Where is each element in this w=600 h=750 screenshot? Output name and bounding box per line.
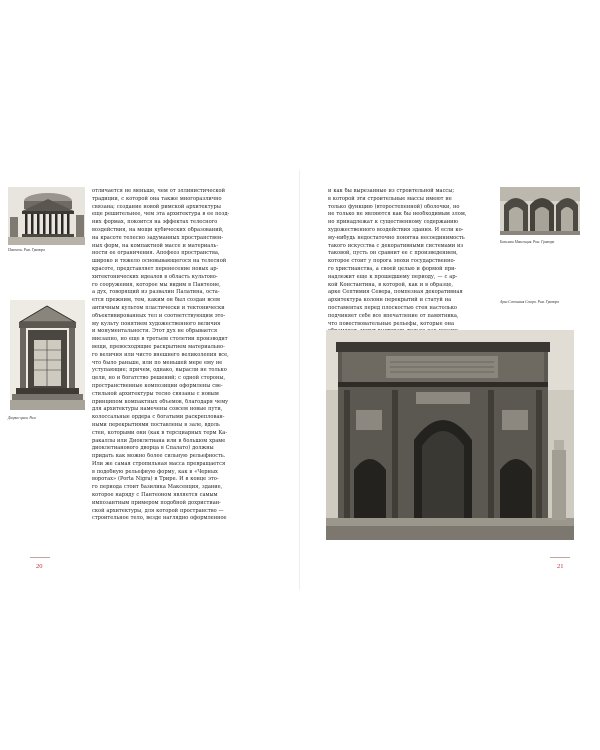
arch-engraving <box>326 330 574 540</box>
text-line: уступающие; причем, однако, вырасли не только <box>92 367 227 374</box>
text-line: надлежит еще к прошедшему периоду, — с ар- <box>328 273 458 280</box>
text-line: воротах» (Porta Nigra) в Трире. И в конце это- <box>92 476 219 483</box>
pantheon-drawing <box>8 187 85 245</box>
text-line: красоте, представляет перенесение новых ар- <box>92 265 219 272</box>
text-line: них формах, покоится на эффектах телесного <box>92 219 218 226</box>
text-line: пространственные композиции оформлены све- <box>92 382 223 389</box>
text-line: арке Септимия Севера, помпезная декоративная <box>328 289 463 296</box>
text-line: отличается не меньше, чем от эллинистической <box>92 188 226 194</box>
text-line: традиции, с которой она также многоразлично <box>92 195 222 202</box>
text-line: архитектура колонн перекрытий и статуй на <box>328 297 452 304</box>
text-line: и монументальности. Этот дух не обрывается <box>92 328 218 335</box>
text-line: широко и тяжело основывающегося на телесной <box>92 258 227 265</box>
arch-drawing <box>326 330 574 540</box>
text-line: колоссальные ордера с богатыми раскреплован- <box>92 414 225 421</box>
right-page <box>300 0 600 750</box>
text-line: которое наряду с Пантеоном является самым <box>92 492 218 499</box>
text-line: хитектонических идеалов в область культово- <box>92 273 218 280</box>
text-line: воздействия, на мощи кубических образований, <box>92 226 224 233</box>
caption-pantheon: Пантеон. Рим. Гравюра <box>8 248 46 252</box>
text-line: античным культом пластически и тектонически <box>92 304 225 311</box>
text-line: кой Константина, в которой, как и в образце, <box>328 281 453 288</box>
text-line: Или же самая стропильная масса превращается <box>92 460 226 467</box>
text-line: стен, которыми они (как в терсциарных терм Ка- <box>92 429 228 436</box>
text-line: что было раньше, или по меньшей мере ему не <box>92 359 223 366</box>
text-line: подчиняет себе все впечатление от памятника, <box>328 312 459 319</box>
text-line: а дух, говорящий из развалин Палатина, оста- <box>92 289 220 296</box>
folio-rule-right <box>550 557 570 558</box>
text-line: ракаллы или Диоклетиана или в большом храме <box>92 437 226 444</box>
temple-facade-engraving <box>10 300 85 410</box>
text-line: еще решительнее, чем эта архитектура в ее позд- <box>92 211 230 218</box>
text-line: в подобную рельефную форму, как в «Черных <box>92 468 218 475</box>
text-line: го христианства, а своей целью и формой при- <box>328 265 457 272</box>
text-line: цели, но и богатство решений; с одной стороны, <box>92 375 226 382</box>
text-line: принципом компактных объемов, благодаря чему <box>92 398 229 405</box>
text-line: диоклетианового дворца в Спалато) должны <box>92 445 214 452</box>
caption-basilica: Базилика Максенция. Рим. Гравюра <box>500 240 555 244</box>
text-line: ется прежним, тем, каким он был создан всем <box>92 297 221 304</box>
text-line: ных форм, на компактной массе и материаль- <box>92 242 219 249</box>
text-line: таковой, пусть он сравнит ее с произведением, <box>328 250 458 257</box>
text-line: на красоте телесно задуманных пространствен- <box>92 234 224 241</box>
text-line: вещи, превосходящие раскрытием материально- <box>92 343 225 350</box>
text-line: внезапно, но еще в третьем столетии производит <box>92 336 228 343</box>
text-line: му культу понятием художественного величия <box>92 320 221 327</box>
pantheon-engraving <box>8 187 85 245</box>
basilica-drawing <box>500 187 580 235</box>
text-line: что повествовательные рельефы, которые она <box>328 320 455 327</box>
text-line: ными перекрытиями поставлены в зале, вдоль <box>92 421 220 428</box>
text-line: только функцию (второстепенной) оболочки, но <box>328 203 460 210</box>
text-line: связана; создание новой римской архитектуры <box>92 203 221 210</box>
text-line: придать как можно более сильную рельефность. <box>92 453 226 460</box>
text-line: импозантным примером подобной дохристиан- <box>92 499 221 506</box>
text-line: го периода стоит базилика Максенция, здание, <box>92 484 223 491</box>
text-line: стильной архитектуры тесно связаны с новым <box>92 390 219 397</box>
left-text-column <box>92 188 272 523</box>
text-line: но принадлежат к существенному содержанию <box>328 219 458 226</box>
text-line: такого искусства с декоративными системами из <box>328 242 464 249</box>
text-line: го величия или чисто внешнего великолепия все, <box>92 351 229 358</box>
caption-temple: Дворик-храм. Рим <box>8 416 36 420</box>
temple-facade-drawing <box>10 300 85 410</box>
text-line: художественного воздействия здания. И если ко- <box>328 226 464 233</box>
text-line: которое стоит у порога эпохи государственно- <box>328 258 456 265</box>
caption-arch: Арка Септимия Севера. Рим. Гравюра <box>500 300 560 304</box>
text-line: му-нибудь недостаточно понятна несоединимость <box>328 234 465 241</box>
text-line: не только не являются как бы необходимым злом, <box>328 211 467 218</box>
text-line: постаментах перед плоскостью стен настолько <box>328 304 457 311</box>
text-line: в которой эти строительные массы имеют не <box>328 195 452 202</box>
text-line: ности ее ограничения. Апофеоз пространства, <box>92 250 220 257</box>
text-line: ской архитектуры, для которой пространство — <box>92 507 224 514</box>
text-line: объективированных тел и соответствующим это- <box>92 312 226 319</box>
page-number-right: 21 <box>557 563 564 570</box>
folio-rule-left <box>30 557 50 558</box>
right-text-column <box>328 188 496 344</box>
text-line: и как бы вырезанные из строительной массы; <box>328 188 455 194</box>
text-line: строительное тело, везде наглядно оформленное <box>92 515 227 522</box>
page-number-left: 20 <box>36 563 43 570</box>
text-line: для архитектуры намечены совсем новые пути, <box>92 406 223 413</box>
text-line: го сооружения, которое мы видим в Пантеоне, <box>92 281 221 288</box>
basilica-engraving <box>500 187 580 235</box>
